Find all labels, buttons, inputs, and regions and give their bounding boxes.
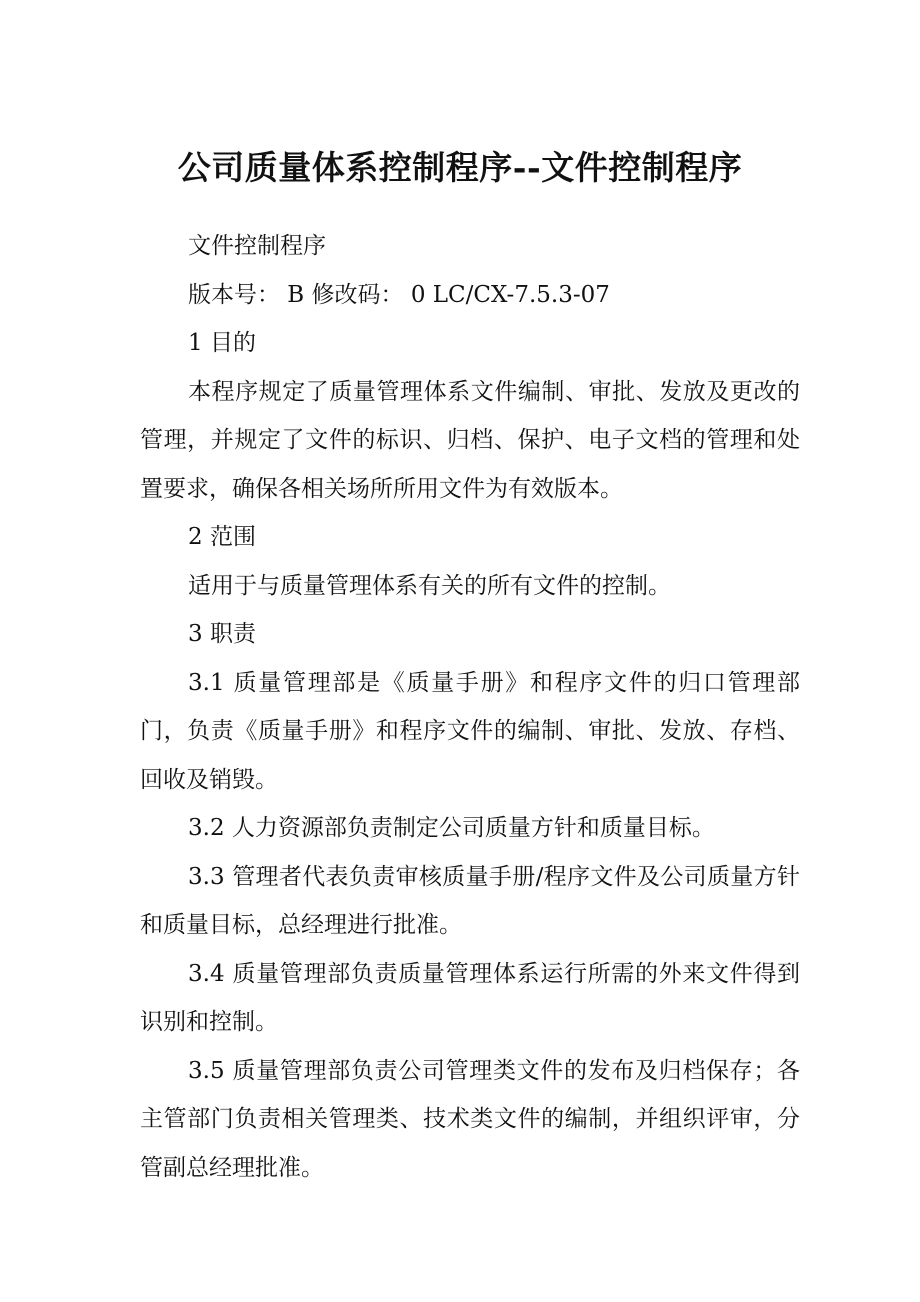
paragraph-responsibility-3-2: 3.2 人力资源部负责制定公司质量方针和质量目标。 (188, 815, 715, 841)
paragraph-purpose: 本程序规定了质量管理体系文件编制、审批、发放及更改的管理，并规定了文件的标识、归档、保护、电子文档的管理和处置要求，确保各相关场所所用文件为有效版本。 (140, 378, 800, 502)
document-body (140, 222, 800, 1192)
section-heading-scope: 2 范围 (188, 524, 256, 550)
paragraph-responsibility-3-3: 3.3 管理者代表负责审核质量手册/程序文件及公司质量方针和质量目标，总经理进行批准。 (140, 863, 800, 938)
paragraph-version: 版本号： B 修改码： 0 LC/CX-7.5.3-07 (188, 281, 610, 308)
document-title: 公司质量体系控制程序--文件控制程序 (177, 148, 743, 187)
section-heading-responsibilities: 3 职责 (188, 621, 256, 647)
paragraph-responsibility-3-4: 3.4 质量管理部负责质量管理体系运行所需的外来文件得到识别和控制。 (140, 960, 800, 1035)
paragraph-responsibility-3-5: 3.5 质量管理部负责公司管理类文件的发布及归档保存；各主管部门负责相关管理类、技术类文件的编制，并组织评审，分管副总经理批准。 (140, 1057, 800, 1181)
paragraph-responsibility-3-1: 3.1 质量管理部是《质量手册》和程序文件的归口管理部门，负责《质量手册》和程序文件的编制、审批、发放、存档、回收及销毁。 (140, 669, 800, 793)
paragraph-doc-name: 文件控制程序 (188, 233, 326, 259)
paragraph-scope: 适用于与质量管理体系有关的所有文件的控制。 (188, 572, 671, 599)
section-heading-purpose: 1 目的 (188, 330, 256, 356)
